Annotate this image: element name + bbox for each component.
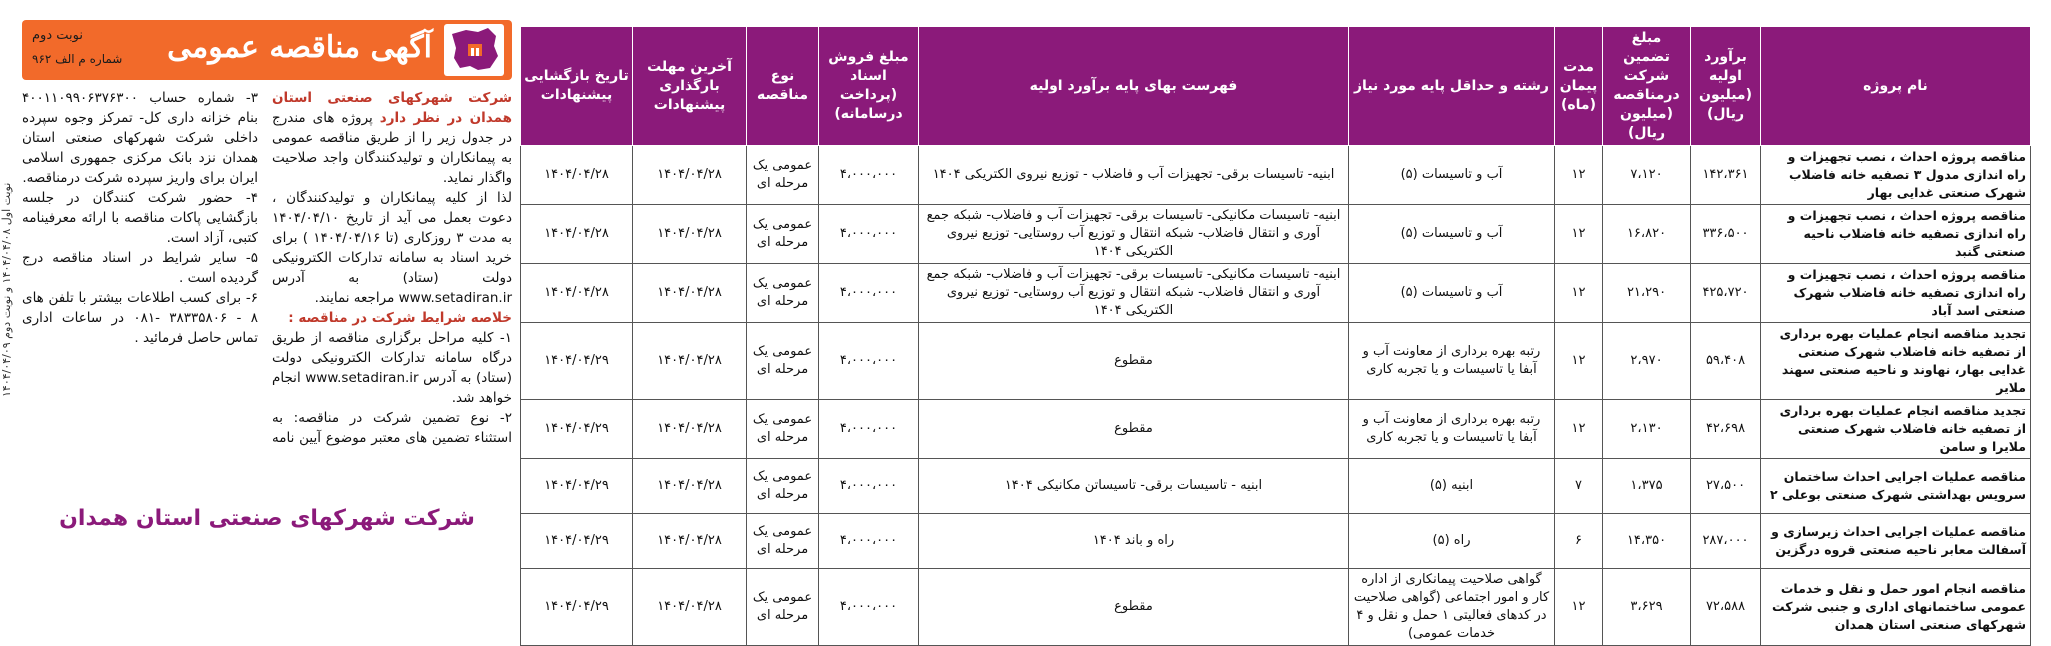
project-name: مناقصه پروژه احداث ، نصب تجهیزات و راه اندازی تصفیه خانه فاضلاب ناحیه صنعتی گنبد (1761, 205, 2031, 264)
col-header: مدت پیمان (ماه) (1555, 27, 1603, 146)
project-name: مناقصه انجام امور حمل و نقل و خدمات عمومی ساختمانهای اداری و جنبی شرکت شهرکهای صنعتی استان همدان (1761, 569, 2031, 646)
price-list-cell: مقطوع (919, 569, 1349, 646)
tender-table (520, 26, 2031, 646)
condition-item: ۳- شماره حساب ۴۰۰۱۱۰۹۹۰۶۳۷۶۳۰۰ بنام خزانه داری کل- تمرکز وجوه سپرده داخلی شرکت شهرکهای صنعتی استان همدان نزد بانک مرکزی جمهوری اسلامی ایران برای واریز سپرده شرکت درمناقصه. (22, 90, 258, 186)
estimate-cell: ۴۲،۶۹۸ (1691, 400, 1761, 459)
duration-cell: ۶ (1555, 514, 1603, 569)
table-row (521, 205, 2031, 264)
table-row (521, 569, 2031, 646)
deadline-cell: ۱۴۰۴/۰۴/۲۸ (633, 146, 747, 205)
opening-cell: ۱۴۰۴/۰۴/۲۹ (521, 514, 633, 569)
duration-cell: ۱۲ (1555, 400, 1603, 459)
notice-panel (22, 20, 512, 550)
notice-column-left (22, 88, 258, 348)
guarantee-cell: ۱۶،۸۲۰ (1603, 205, 1691, 264)
estimate-cell: ۲۷،۵۰۰ (1691, 459, 1761, 514)
notice-title: آگهی مناقصه عمومی (167, 30, 432, 65)
tender-type-cell: عمومی یک مرحله ای (747, 459, 819, 514)
round-label: نوبت دوم (32, 28, 83, 43)
opening-cell: ۱۴۰۴/۰۴/۲۹ (521, 400, 633, 459)
condition-item: ۵- سایر شرایط در اسناد مناقصه درج گردیده است . (22, 250, 258, 286)
opening-cell: ۱۴۰۴/۰۴/۲۸ (521, 205, 633, 264)
price-list-cell: ابنیه- تاسیسات برقی- تجهیزات آب و فاضلاب - توزیع نیروی الکتریکی ۱۴۰۴ (919, 146, 1349, 205)
field-cell: گواهی صلاحیت پیمانکاری از اداره کار و امور اجتماعی (گواهی صلاحیت در کدهای فعالیتی ۱ حمل و نقل و ۴ خدمات عمومی) (1349, 569, 1555, 646)
col-header: برآورد اولیه (میلیون ریال) (1691, 27, 1761, 146)
tender-type-cell: عمومی یک مرحله ای (747, 264, 819, 323)
col-header: مبلغ فروش اسناد (پرداخت درسامانه) (819, 27, 919, 146)
project-name: مناقصه پروژه احداث ، نصب تجهیزات و راه اندازی مدول ۳ تصفیه خانه فاضلاب شهرک صنعتی غدایی بهار (1761, 146, 2031, 205)
deadline-cell: ۱۴۰۴/۰۴/۲۸ (633, 514, 747, 569)
col-header: فهرست بهای پایه برآورد اولیه (919, 27, 1349, 146)
guarantee-cell: ۲،۱۳۰ (1603, 400, 1691, 459)
price-list-cell: مقطوع (919, 400, 1349, 459)
doc-price-cell: ۴،۰۰۰،۰۰۰ (819, 569, 919, 646)
project-name: مناقصه عملیات اجرایی احداث ساختمان سرویس بهداشتی شهرک صنعتی بوعلی ۲ (1761, 459, 2031, 514)
estimate-cell: ۲۸۷،۰۰۰ (1691, 514, 1761, 569)
duration-cell: ۱۲ (1555, 569, 1603, 646)
opening-cell: ۱۴۰۴/۰۴/۲۸ (521, 146, 633, 205)
opening-cell: ۱۴۰۴/۰۴/۲۹ (521, 569, 633, 646)
condition-item: ۴- حضور شرکت کنندگان در جلسه بازگشایی پاکات مناقصه با ارائه معرفینامه کتبی، آزاد است. (22, 190, 258, 246)
price-list-cell: ابنیه- تاسیسات مکانیکی- تاسیسات برقی- تجهیزات آب و فاضلاب- شبکه جمع آوری و انتقال فاضلاب- شبکه انتقال و توزیع آب روستایی- توزیع نیروی الکتریکی ۱۴۰۴ (919, 264, 1349, 323)
estimate-cell: ۱۴۲،۳۶۱ (1691, 146, 1761, 205)
price-list-cell: ابنیه- تاسیسات مکانیکی- تاسیسات برقی- تجهیزات آب و فاضلاب- شبکه جمع آوری و انتقال فاضلاب- شبکه انتقال و توزیع آب روستایی- توزیع نیروی الکتریکی ۱۴۰۴ (919, 205, 1349, 264)
deadline-cell: ۱۴۰۴/۰۴/۲۸ (633, 400, 747, 459)
field-cell: آب و تاسیسات (۵) (1349, 205, 1555, 264)
deadline-cell: ۱۴۰۴/۰۴/۲۸ (633, 264, 747, 323)
table-row (521, 323, 2031, 400)
duration-cell: ۱۲ (1555, 323, 1603, 400)
project-name: تجدید مناقصه انجام عملیات بهره برداری از تصفیه خانه فاضلاب شهرک صنعتی ملایرا و سامن (1761, 400, 2031, 459)
notice-header (22, 20, 512, 80)
doc-price-cell: ۴،۰۰۰،۰۰۰ (819, 205, 919, 264)
doc-price-cell: ۴،۰۰۰،۰۰۰ (819, 514, 919, 569)
table-row (521, 264, 2031, 323)
field-cell: آب و تاسیسات (۵) (1349, 146, 1555, 205)
col-header: آخرین مهلت بارگذاری پیشنهادات (633, 27, 747, 146)
project-name: تجدید مناقصه انجام عملیات بهره برداری از تصفیه خانه فاضلاب شهرک صنعتی غدایی بهار، نهاوند و ناحیه صنعتی سهند ملایر (1761, 323, 2031, 400)
doc-price-cell: ۴،۰۰۰،۰۰۰ (819, 400, 919, 459)
field-cell: رتبه بهره برداری از معاونت آب و آبفا یا تاسیسات و یا تجربه کاری (1349, 400, 1555, 459)
iran-map-logo-icon (444, 24, 504, 76)
price-list-cell: ابنیه - تاسیسات برقی- تاسیساتن مکانیکی ۱۴۰۴ (919, 459, 1349, 514)
notice-number: شماره م الف ۹۶۲ (32, 52, 123, 66)
tender-type-cell: عمومی یک مرحله ای (747, 514, 819, 569)
invite-text: لذا از کلیه پیمانکاران و تولیدکنندگان ، دعوت بعمل می آید از تاریخ ۱۴۰۴/۰۴/۱۰ به مدت ۳ روزکاری (تا ۱۴۰۴/۰۴/۱۶ ) برای خرید اسناد به سامانه تدارکات الکترونیکی دولت (ستاد) به آدرس www.setadiran.ir مراجعه نمایند. (272, 190, 513, 306)
col-header: نوع مناقصه (747, 27, 819, 146)
notice-body (22, 88, 512, 488)
tender-type-cell: عمومی یک مرحله ای (747, 569, 819, 646)
doc-price-cell: ۴،۰۰۰،۰۰۰ (819, 459, 919, 514)
table-row (521, 146, 2031, 205)
duration-cell: ۱۲ (1555, 264, 1603, 323)
guarantee-cell: ۲۱،۲۹۰ (1603, 264, 1691, 323)
guarantee-cell: ۳،۶۲۹ (1603, 569, 1691, 646)
deadline-cell: ۱۴۰۴/۰۴/۲۸ (633, 459, 747, 514)
intro-company: شرکت شهرکهای صنعتی استان همدان در نظر دارد (272, 90, 512, 126)
table-row (521, 400, 2031, 459)
price-list-cell: راه و باند ۱۴۰۴ (919, 514, 1349, 569)
col-header: مبلغ تضمین شرکت درمناقصه (میلیون ریال) (1603, 27, 1691, 146)
company-footer: شرکت شهرکهای صنعتی استان همدان (59, 506, 475, 531)
condition-item: ۱- کلیه مراحل برگزاری مناقصه از طریق درگاه سامانه تدارکات الکترونیکی دولت (ستاد) به آدرس www.setadiran.ir انجام خواهد شد. (272, 330, 512, 406)
doc-price-cell: ۴،۰۰۰،۰۰۰ (819, 264, 919, 323)
tender-type-cell: عمومی یک مرحله ای (747, 146, 819, 205)
tender-type-cell: عمومی یک مرحله ای (747, 205, 819, 264)
field-cell: ابنیه (۵) (1349, 459, 1555, 514)
deadline-cell: ۱۴۰۴/۰۴/۲۸ (633, 323, 747, 400)
publication-dates: نوبت اول ۱۴۰۴/۰۴/۰۸ و نوبت دوم ۱۴۰۴/۰۴/۰۹ (0, 182, 13, 398)
guarantee-cell: ۲،۹۷۰ (1603, 323, 1691, 400)
guarantee-cell: ۷،۱۲۰ (1603, 146, 1691, 205)
notice-column-right (272, 88, 512, 448)
col-header: نام پروژه (1761, 27, 2031, 146)
deadline-cell: ۱۴۰۴/۰۴/۲۸ (633, 569, 747, 646)
table-row (521, 459, 2031, 514)
guarantee-cell: ۱،۳۷۵ (1603, 459, 1691, 514)
deadline-cell: ۱۴۰۴/۰۴/۲۸ (633, 205, 747, 264)
guarantee-cell: ۱۴،۳۵۰ (1603, 514, 1691, 569)
doc-price-cell: ۴،۰۰۰،۰۰۰ (819, 146, 919, 205)
opening-cell: ۱۴۰۴/۰۴/۲۸ (521, 264, 633, 323)
table-row (521, 514, 2031, 569)
project-name: مناقصه پروژه احداث ، نصب تجهیزات و راه اندازی تصفیه خانه فاضلاب شهرک صنعتی اسد آباد (1761, 264, 2031, 323)
opening-cell: ۱۴۰۴/۰۴/۲۹ (521, 323, 633, 400)
opening-cell: ۱۴۰۴/۰۴/۲۹ (521, 459, 633, 514)
field-cell: آب و تاسیسات (۵) (1349, 264, 1555, 323)
duration-cell: ۱۲ (1555, 205, 1603, 264)
condition-item: ۲- نوع تضمین شرکت در مناقصه: به استثناء تضمین های معتبر موضوع آیین نامه (272, 410, 512, 446)
field-cell: رتبه بهره برداری از معاونت آب و آبفا یا تاسیسات و یا تجربه کاری (1349, 323, 1555, 400)
condition-item: ۶- برای کسب اطلاعات بیشتر با تلفن های ۸ - ۳۸۳۳۵۸۰۶ -۰۸۱ در ساعات اداری تماس حاصل فرمائید . (22, 290, 258, 346)
field-cell: راه (۵) (1349, 514, 1555, 569)
duration-cell: ۱۲ (1555, 146, 1603, 205)
col-header: تاریخ بازگشایی پیشنهادات (521, 27, 633, 146)
doc-price-cell: ۴،۰۰۰،۰۰۰ (819, 323, 919, 400)
price-list-cell: مقطوع (919, 323, 1349, 400)
duration-cell: ۷ (1555, 459, 1603, 514)
col-header: رشته و حداقل پایه مورد نیاز (1349, 27, 1555, 146)
intro-text: پروژه های مندرج در جدول زیر را از طریق مناقصه عمومی به پیمانکاران و تولیدکنندگان واجد صلاحیت واگذار نماید. (272, 110, 512, 186)
estimate-cell: ۷۲،۵۸۸ (1691, 569, 1761, 646)
tender-type-cell: عمومی یک مرحله ای (747, 323, 819, 400)
estimate-cell: ۴۲۵،۷۲۰ (1691, 264, 1761, 323)
conditions-title: خلاصه شرایط شرکت در مناقصه : (288, 310, 512, 326)
estimate-cell: ۳۳۶،۵۰۰ (1691, 205, 1761, 264)
tender-type-cell: عمومی یک مرحله ای (747, 400, 819, 459)
project-name: مناقصه عملیات اجرایی احداث زیرسازی و آسفالت معابر ناحیه صنعتی قروه درگزین (1761, 514, 2031, 569)
estimate-cell: ۵۹،۴۰۸ (1691, 323, 1761, 400)
table-header-row (521, 27, 2031, 146)
